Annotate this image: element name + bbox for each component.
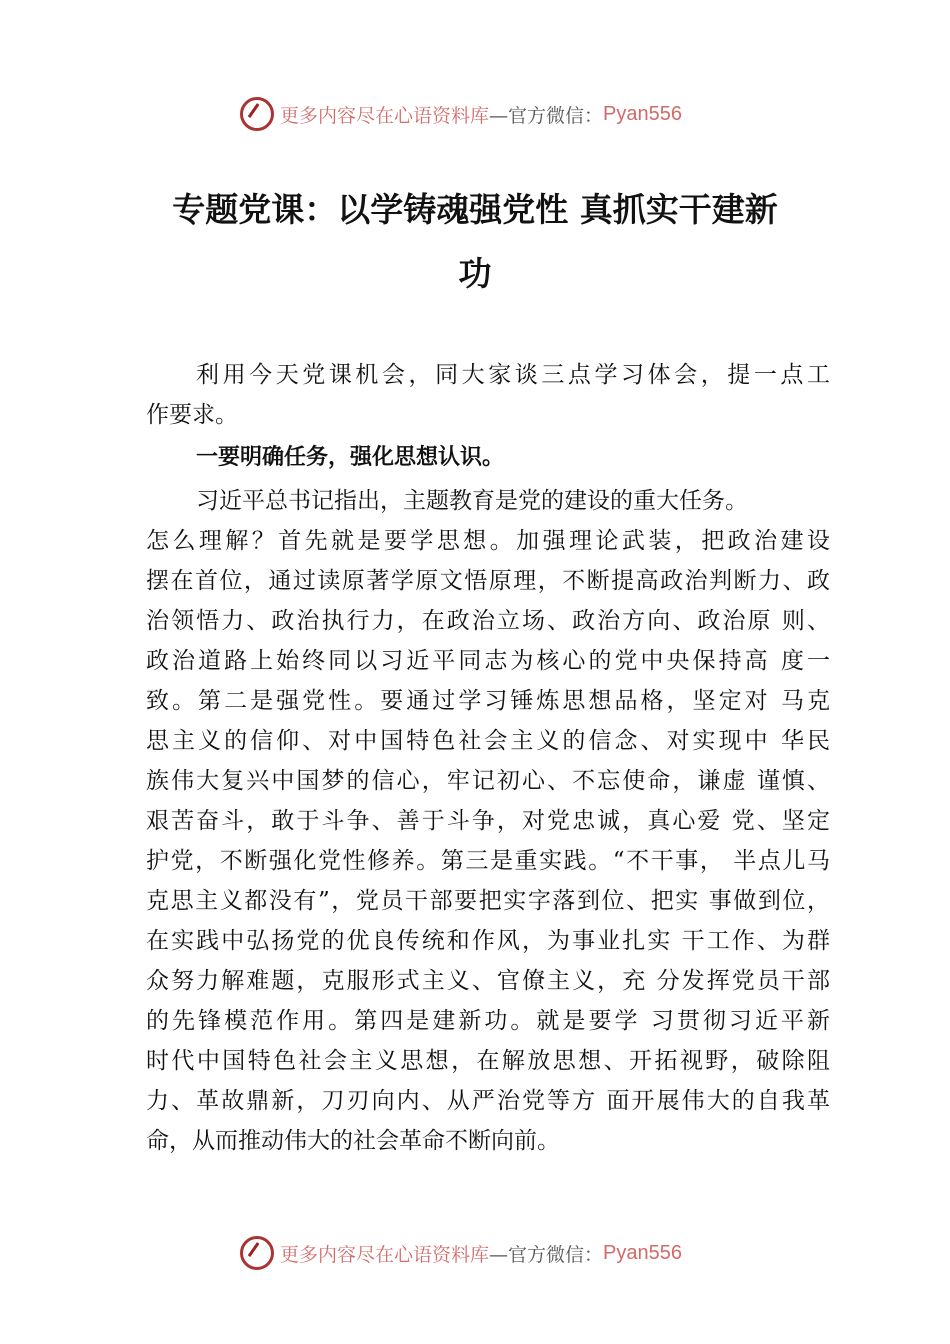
watermark-text: 更多内容尽在心语资料库: [280, 104, 490, 127]
text-line: 致。第二是强党性。要通过学习锤炼思想品格，坚定对 马克: [146, 688, 830, 714]
text-line: 命，从而推动伟大的社会革命不断向前。: [146, 1128, 560, 1154]
text-line: 在实践中弘扬党的优良传统和作风，为事业扎实 干工作、为群: [146, 928, 830, 954]
text-line: 的先锋模范作用。第四是建新功。就是要学 习贯彻习近平新: [146, 1008, 830, 1034]
text-line: 时代中国特色社会主义思想，在解放思想、开拓视野，破除阻: [146, 1048, 830, 1074]
text-line: 思主义的信仰、对中国特色社会主义的信念、对实现中 华民: [146, 728, 830, 754]
text-line: 克思主义都没有”，党员干部要把实字落到位、把实 事做到位，: [146, 888, 830, 914]
text-line: 众努力解难题，克服形式主义、官僚主义，充 分发挥党员干部: [146, 968, 830, 994]
watermark-id: Pyan556: [603, 102, 682, 125]
text-line: 艰苦奋斗，敢于斗争、善于斗争，对党忠诚，真心爱 党、坚定: [146, 808, 830, 834]
text-line: 护党，不断强化党性修养。第三是重实践。“不干事， 半点儿马: [146, 848, 830, 874]
document-body: [146, 355, 830, 1161]
pen-logo-icon: [240, 1236, 274, 1270]
footer-watermark: [240, 1235, 720, 1271]
text-line: 作要求。: [146, 402, 238, 428]
text-line: 怎么理解？首先就是要学思想。加强理论武装，把政治建设: [146, 528, 830, 554]
text-line: 族伟大复兴中国梦的信心，牢记初心、不忘使命，谦虚 谨慎、: [146, 768, 830, 794]
title-line: 专题党课：以学铸魂强党性 真抓实干建新: [172, 190, 778, 229]
text-line: 摆在首位，通过读原著学原文悟原理，不断提高政治判断力、政: [146, 568, 830, 594]
document-title: [140, 178, 810, 306]
text-line: 政治道路上始终同以习近平同志为核心的党中央保持高 度一: [146, 648, 830, 674]
header-watermark: [240, 96, 720, 132]
text-line: 习近平总书记指出，主题教育是党的建设的重大任务。: [196, 488, 748, 514]
watermark-label: —官方微信：: [489, 1243, 604, 1266]
watermark-label: —官方微信：: [489, 104, 604, 127]
pen-logo-icon: [240, 97, 274, 131]
section-heading: 一要明确任务，强化思想认识。: [196, 445, 505, 470]
watermark-id: Pyan556: [603, 1241, 682, 1264]
text-line: 治领悟力、政治执行力，在政治立场、政治方向、政治原 则、: [146, 608, 830, 634]
watermark-text: 更多内容尽在心语资料库: [280, 1243, 490, 1266]
title-line: 功: [458, 254, 492, 293]
text-line: 力、革故鼎新，刀刃向内、从严治党等方 面开展伟大的自我革: [146, 1088, 830, 1114]
text-line: 利用今天党课机会，同大家谈三点学习体会，提一点工: [196, 362, 830, 388]
paragraph: [146, 481, 830, 1161]
